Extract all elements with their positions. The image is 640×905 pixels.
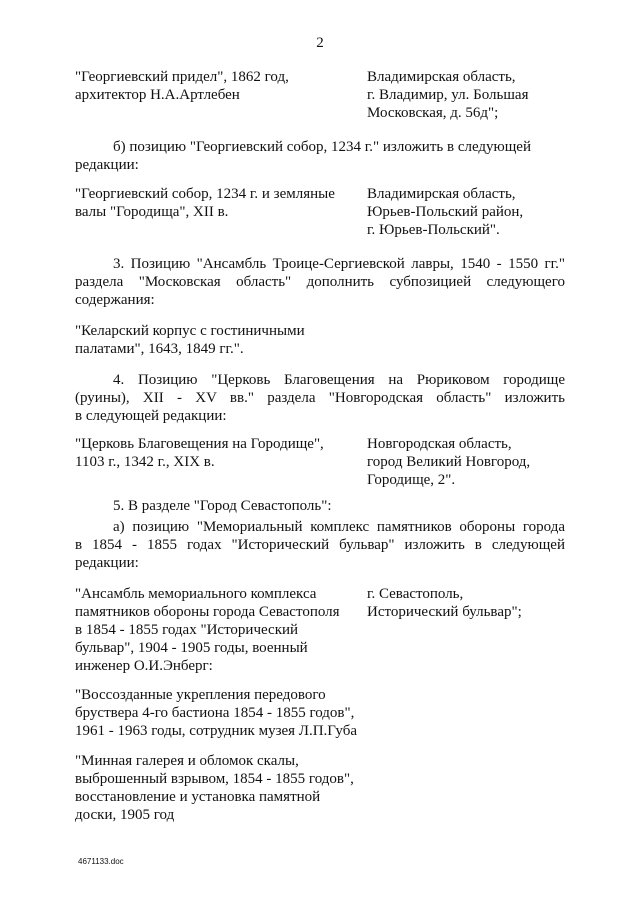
text-line: редакции: [75,157,139,173]
text-line: раздела "Московская область" дополнить субпозицией следующего [75,274,565,290]
paragraph-b [75,138,565,174]
paragraph-5a [75,518,565,572]
entry-blagoveshchenie-location [367,435,530,489]
text-line: памятников обороны города Севастополя [75,604,340,620]
text-line: 1103 г., 1342 г., XIX в. [75,454,215,470]
text-line: содержания: [75,292,155,308]
text-line: "Воссозданные укрепления передового [75,687,326,703]
text-line: восстановление и установка памятной [75,789,321,805]
entry-kelarsky-korpus [75,322,305,358]
text-line: доски, 1905 год [75,807,175,823]
entry-ansambl-name [75,585,340,675]
text-line: бруствера 4-го бастиона 1854 - 1855 годов", [75,705,355,721]
text-line: г. Севастополь, [367,586,464,602]
text-line: Московская, д. 56д"; [367,105,499,121]
text-line: 3. Позицию "Ансамбль Троице-Сергиевской лавры, 1540 - 1550 гг." [113,256,565,272]
text-line: в 1854 - 1855 годах "Исторический бульвар" изложить в следующей [75,537,565,553]
document-filename: 4671133.doc [78,857,124,866]
page-number: 2 [316,35,324,51]
entry-georgievsky-sobor-location [367,185,523,239]
text-line: палатами", 1643, 1849 гг.". [75,341,244,357]
text-line: Юрьев-Польский район, [367,204,524,220]
text-line: (руины), XII - XV вв." раздела "Новгородская область" изложить [75,390,565,406]
text-line: г. Владимир, ул. Большая [367,87,529,103]
text-line: "Минная галерея и обломок скалы, [75,753,299,769]
text-line: 4. Позицию "Церковь Благовещения на Рюриковом городище [113,372,565,388]
text-line: Новгородская область, [367,436,512,452]
text-line: город Великий Новгород, [367,454,531,470]
text-line: выброшенный взрывом, 1854 - 1855 годов", [75,771,354,787]
text-line: "Георгиевский придел", 1862 год, [75,69,289,85]
text-line: 5. В разделе "Город Севастополь": [113,498,332,514]
text-line: инженер О.И.Энберг: [75,658,213,674]
text-line: а) позицию "Мемориальный комплекс памятников обороны города [113,519,565,535]
paragraph-3 [75,255,565,309]
text-line: 1961 - 1963 годы, сотрудник музея Л.П.Губа [75,723,358,739]
text-line: Владимирская область, [367,186,516,202]
text-line: архитектор Н.А.Артлебен [75,87,240,103]
text-line: Городище, 2". [367,472,456,488]
entry-blagoveshchenie-name [75,435,324,471]
text-line: "Ансамбль мемориального комплекса [75,586,317,602]
paragraph-5 [75,497,565,515]
text-line: в 1854 - 1855 годах "Исторический [75,622,299,638]
text-line: "Церковь Благовещения на Городище", [75,436,324,452]
text-line: бульвар", 1904 - 1905 годы, военный [75,640,308,656]
paragraph-4 [75,371,565,425]
entry-georgievsky-pridel-name [75,68,289,104]
text-line: валы "Городища", XII в. [75,204,229,220]
text-line: Владимирская область, [367,69,516,85]
text-line: г. Юрьев-Польский". [367,222,500,238]
entry-georgievsky-sobor-name [75,185,335,221]
entry-ansambl-location [367,585,522,621]
entry-ukrepleniya [75,686,357,740]
text-line: "Георгиевский собор, 1234 г. и земляные [75,186,335,202]
entry-georgievsky-pridel-location [367,68,528,122]
text-line: б) позицию "Георгиевский собор, 1234 г." изложить в следующей [113,139,531,155]
text-line: "Келарский корпус с гостиничными [75,323,305,339]
entry-minnaya-galereya [75,752,354,824]
text-line: редакции: [75,555,139,571]
text-line: в следующей редакции: [75,408,227,424]
text-line: Исторический бульвар"; [367,604,522,620]
